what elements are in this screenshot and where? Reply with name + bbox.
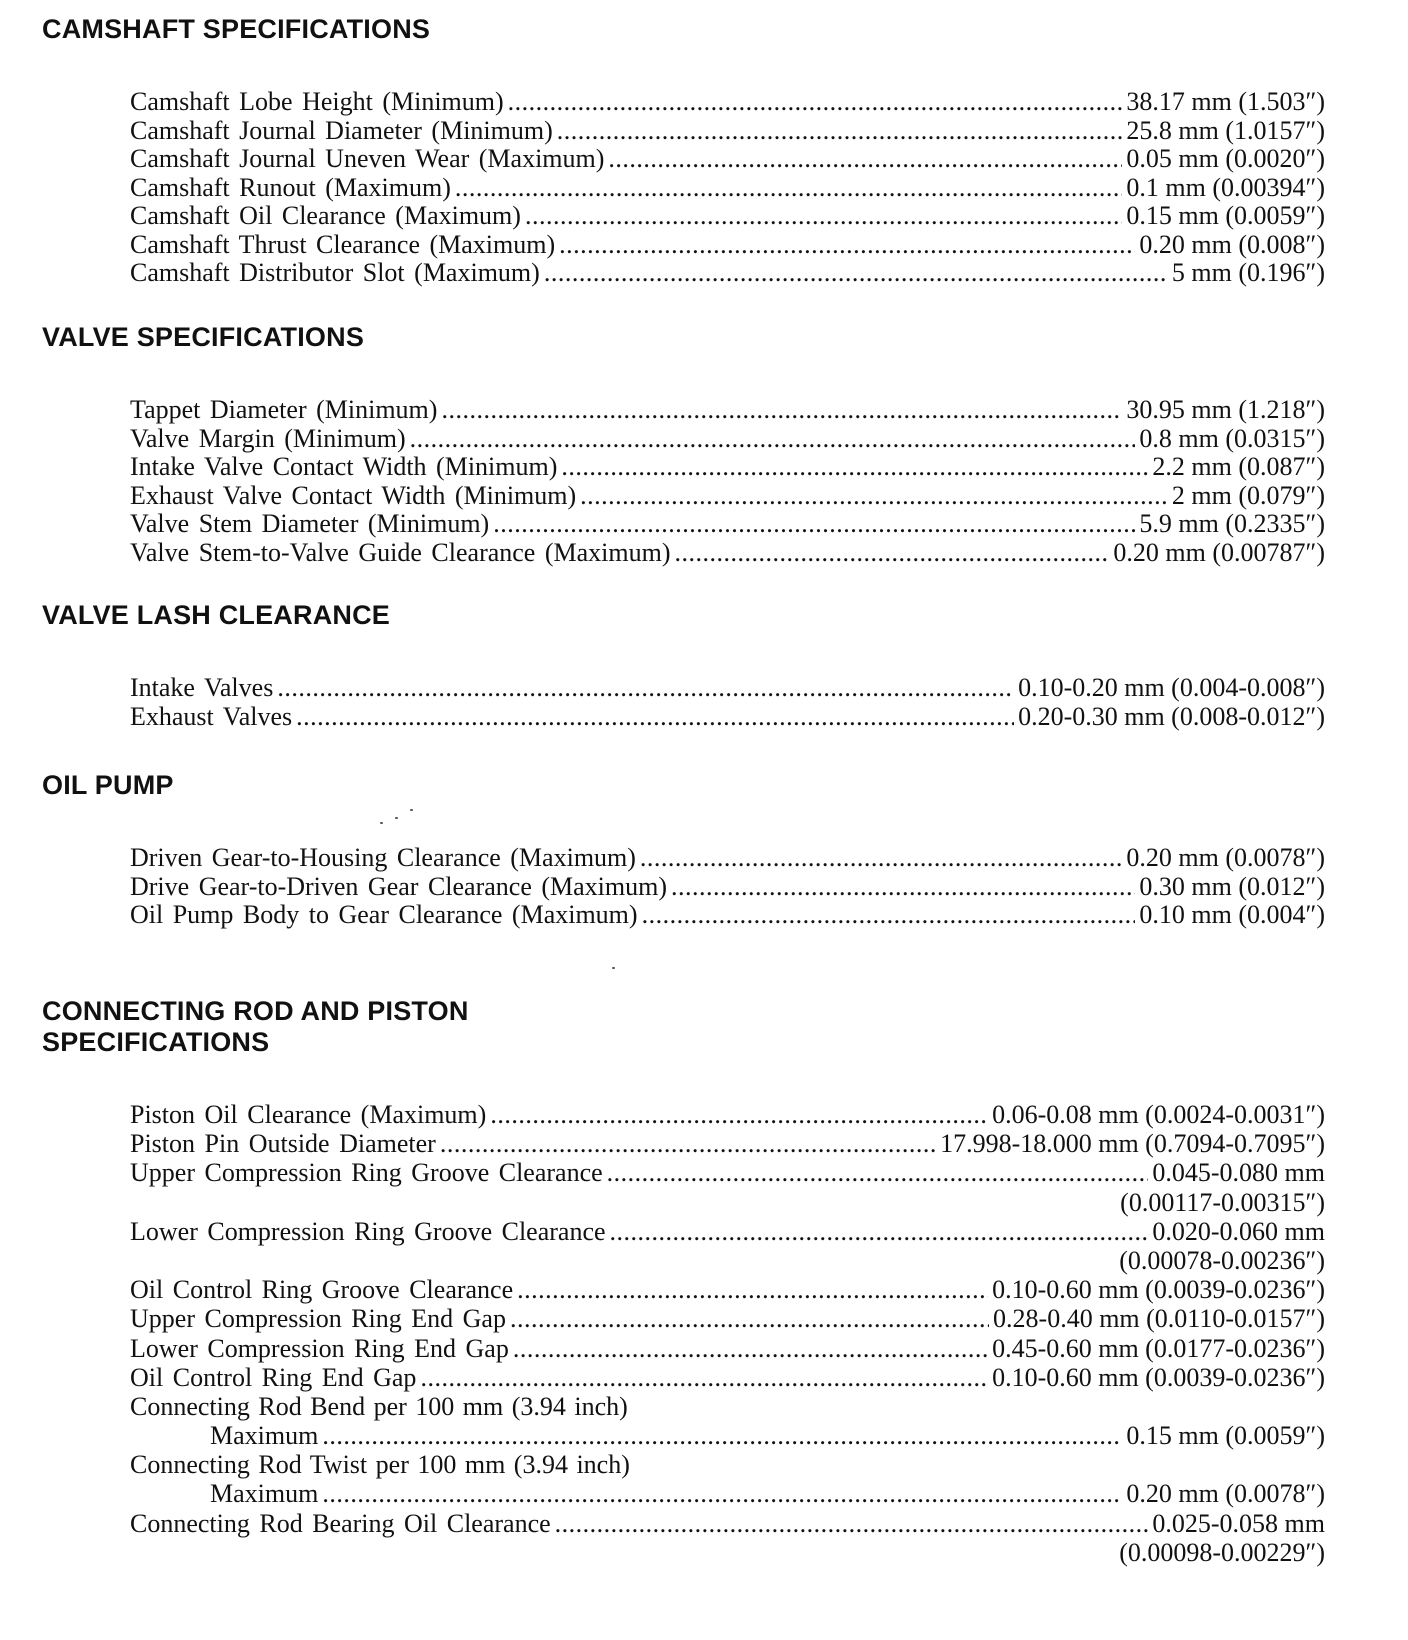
spec-label: Piston Pin Outside Diameter bbox=[130, 1129, 436, 1159]
connecting-rod-piston-heading bbox=[42, 996, 469, 1058]
camshaft-specifications-heading: CAMSHAFT SPECIFICATIONS bbox=[42, 14, 431, 44]
spec-value: 0.30 mm (0.012″) bbox=[1139, 872, 1325, 901]
spec-value: 38.17 mm (1.503″) bbox=[1126, 88, 1325, 116]
spec-row bbox=[130, 1129, 1325, 1158]
spec-row bbox=[130, 174, 1325, 203]
spec-row bbox=[130, 1304, 1325, 1333]
spec-row bbox=[130, 873, 1325, 902]
spec-value: 0.20 mm (0.00787″) bbox=[1113, 538, 1325, 567]
spec-label: Tappet Diameter (Minimum) bbox=[130, 396, 438, 424]
dot-leader bbox=[559, 231, 1135, 260]
spec-label: Valve Margin (Minimum) bbox=[130, 424, 406, 453]
spec-label: Oil Pump Body to Gear Clearance (Maximum) bbox=[130, 901, 638, 929]
spec-value: 2.2 mm (0.087″) bbox=[1152, 453, 1325, 481]
valve-lash-spec-list bbox=[130, 674, 1325, 731]
heading-line-2: SPECIFICATIONS bbox=[42, 1027, 270, 1057]
spec-row bbox=[130, 231, 1325, 260]
spec-row bbox=[130, 1275, 1325, 1304]
spec-label: Lower Compression Ring Groove Clearance bbox=[130, 1216, 606, 1246]
dot-leader bbox=[508, 88, 1123, 117]
spec-sublabel: Maximum bbox=[210, 1479, 319, 1509]
spec-row bbox=[130, 1158, 1325, 1187]
spec-row-continuation bbox=[130, 1538, 1325, 1567]
spec-value: 0.06-0.08 mm (0.0024-0.0031″) bbox=[992, 1100, 1325, 1129]
dot-leader bbox=[455, 174, 1123, 203]
oil-pump-spec-list bbox=[130, 844, 1325, 930]
spec-label: Intake Valve Contact Width (Minimum) bbox=[130, 453, 558, 481]
dot-leader bbox=[322, 1479, 1122, 1508]
dot-leader bbox=[441, 396, 1122, 425]
camshaft-spec-list bbox=[130, 88, 1325, 288]
spec-row bbox=[130, 453, 1325, 482]
spec-label: Drive Gear-to-Driven Gear Clearance (Maximum) bbox=[130, 872, 668, 901]
dot-leader bbox=[513, 1334, 988, 1363]
dot-leader bbox=[525, 202, 1122, 231]
spec-row bbox=[130, 1334, 1325, 1363]
spec-value: 0.8 mm (0.0315″) bbox=[1139, 424, 1325, 453]
dot-leader bbox=[544, 259, 1168, 288]
spec-value: 0.10-0.60 mm (0.0039-0.0236″) bbox=[992, 1275, 1325, 1305]
spec-value: 0.20-0.30 mm (0.008-0.012″) bbox=[1018, 702, 1325, 731]
dot-leader bbox=[322, 1421, 1122, 1450]
spec-value-continued: (0.00078-0.00236″) bbox=[1119, 1245, 1325, 1275]
dot-leader bbox=[675, 539, 1110, 568]
spec-value: 25.8 mm (1.0157″) bbox=[1126, 116, 1325, 145]
spec-row-continuation bbox=[130, 1246, 1325, 1275]
dot-leader bbox=[420, 1363, 988, 1392]
spec-value: 0.020-0.060 mm bbox=[1152, 1216, 1325, 1246]
spec-row bbox=[130, 202, 1325, 231]
spec-value: 2 mm (0.079″) bbox=[1171, 481, 1325, 510]
spec-value: 0.025-0.058 mm bbox=[1152, 1508, 1325, 1538]
spec-row bbox=[130, 510, 1325, 539]
spec-label: Intake Valves bbox=[130, 674, 274, 702]
spec-row bbox=[130, 901, 1325, 930]
spec-value: 0.45-0.60 mm (0.0177-0.0236″) bbox=[992, 1333, 1325, 1363]
spec-value: 0.15 mm (0.0059″) bbox=[1126, 1421, 1325, 1451]
dot-leader bbox=[490, 1100, 988, 1129]
spec-row bbox=[130, 1421, 1325, 1450]
spec-row-label-line bbox=[130, 1450, 1325, 1479]
spec-label: Camshaft Thrust Clearance (Maximum) bbox=[130, 230, 556, 259]
spec-row bbox=[130, 1509, 1325, 1538]
spec-label: Camshaft Distributor Slot (Maximum) bbox=[130, 259, 540, 287]
spec-label: Valve Stem-to-Valve Guide Clearance (Maximum) bbox=[130, 538, 671, 567]
spec-row bbox=[130, 145, 1325, 174]
spec-label: Camshaft Lobe Height (Minimum) bbox=[130, 88, 504, 116]
valve-spec-list bbox=[130, 396, 1325, 567]
scan-speck bbox=[395, 817, 398, 819]
spec-value: 0.1 mm (0.00394″) bbox=[1126, 173, 1325, 202]
spec-label: Piston Oil Clearance (Maximum) bbox=[130, 1100, 487, 1129]
scan-speck bbox=[612, 967, 615, 969]
spec-row bbox=[130, 539, 1325, 568]
spec-label: Camshaft Journal Uneven Wear (Maximum) bbox=[130, 145, 605, 173]
spec-row bbox=[130, 1479, 1325, 1508]
spec-value: 0.15 mm (0.0059″) bbox=[1126, 202, 1325, 230]
spec-label: Camshaft Runout (Maximum) bbox=[130, 173, 451, 202]
connecting-rod-spec-list bbox=[130, 1100, 1325, 1567]
dot-leader bbox=[510, 1304, 989, 1333]
spec-row bbox=[130, 1217, 1325, 1246]
spec-row bbox=[130, 1100, 1325, 1129]
dot-leader bbox=[642, 901, 1136, 930]
spec-value: 0.10-0.20 mm (0.004-0.008″) bbox=[1018, 674, 1325, 702]
spec-row bbox=[130, 259, 1325, 288]
spec-label: Exhaust Valves bbox=[130, 702, 293, 731]
dot-leader bbox=[493, 510, 1135, 539]
spec-label: Oil Control Ring Groove Clearance bbox=[130, 1275, 514, 1305]
dot-leader bbox=[640, 844, 1122, 873]
spec-value: 0.10 mm (0.004″) bbox=[1139, 901, 1325, 929]
valve-lash-clearance-heading: VALVE LASH CLEARANCE bbox=[42, 600, 391, 630]
spec-label: Camshaft Journal Diameter (Minimum) bbox=[130, 116, 553, 145]
spec-row bbox=[130, 482, 1325, 511]
spec-row bbox=[130, 396, 1325, 425]
dot-leader bbox=[440, 1129, 936, 1158]
spec-label: Driven Gear-to-Housing Clearance (Maximum) bbox=[130, 844, 636, 872]
spec-value: 0.28-0.40 mm (0.0110-0.0157″) bbox=[993, 1304, 1325, 1334]
spec-value: 0.045-0.080 mm bbox=[1152, 1158, 1325, 1188]
spec-label: Connecting Rod Twist per 100 mm (3.94 inch) bbox=[130, 1450, 630, 1480]
spec-row bbox=[130, 88, 1325, 117]
spec-row bbox=[130, 425, 1325, 454]
spec-label: Connecting Rod Bend per 100 mm (3.94 inch) bbox=[130, 1391, 628, 1421]
dot-leader bbox=[608, 145, 1122, 174]
dot-leader bbox=[517, 1275, 988, 1304]
spec-value: 30.95 mm (1.218″) bbox=[1126, 396, 1325, 424]
spec-value: 17.998-18.000 mm (0.7094-0.7095″) bbox=[940, 1129, 1325, 1159]
spec-label: Connecting Rod Bearing Oil Clearance bbox=[130, 1508, 551, 1538]
oil-pump-heading: OIL PUMP bbox=[42, 770, 174, 800]
dot-leader bbox=[561, 453, 1148, 482]
scan-speck bbox=[410, 809, 413, 811]
spec-label: Camshaft Oil Clearance (Maximum) bbox=[130, 202, 521, 230]
spec-row bbox=[130, 117, 1325, 146]
spec-label: Oil Control Ring End Gap bbox=[130, 1362, 417, 1392]
dot-leader bbox=[607, 1158, 1149, 1187]
dot-leader bbox=[580, 482, 1168, 511]
dot-leader bbox=[296, 703, 1014, 732]
spec-value: 0.20 mm (0.008″) bbox=[1139, 230, 1325, 259]
dot-leader bbox=[610, 1217, 1149, 1246]
spec-value: 0.10-0.60 mm (0.0039-0.0236″) bbox=[992, 1362, 1325, 1392]
spec-label: Upper Compression Ring Groove Clearance bbox=[130, 1158, 603, 1188]
spec-value-continued: (0.00098-0.00229″) bbox=[1119, 1537, 1325, 1567]
spec-row bbox=[130, 844, 1325, 873]
dot-leader bbox=[671, 873, 1135, 902]
spec-row bbox=[130, 703, 1325, 732]
scan-speck bbox=[380, 822, 383, 824]
spec-sublabel: Maximum bbox=[210, 1421, 319, 1451]
spec-label: Lower Compression Ring End Gap bbox=[130, 1333, 509, 1363]
spec-row-label-line bbox=[130, 1392, 1325, 1421]
dot-leader bbox=[557, 117, 1123, 146]
dot-leader bbox=[555, 1509, 1149, 1538]
spec-value: 0.20 mm (0.0078″) bbox=[1126, 844, 1325, 872]
spec-value: 5.9 mm (0.2335″) bbox=[1139, 510, 1325, 538]
spec-value: 0.20 mm (0.0078″) bbox=[1126, 1479, 1325, 1509]
spec-label: Valve Stem Diameter (Minimum) bbox=[130, 510, 490, 538]
spec-label: Exhaust Valve Contact Width (Minimum) bbox=[130, 481, 577, 510]
spec-row bbox=[130, 1363, 1325, 1392]
spec-value: 5 mm (0.196″) bbox=[1171, 259, 1325, 287]
valve-specifications-heading: VALVE SPECIFICATIONS bbox=[42, 322, 365, 352]
spec-row bbox=[130, 674, 1325, 703]
heading-line-1: CONNECTING ROD AND PISTON bbox=[42, 996, 469, 1026]
dot-leader bbox=[277, 674, 1014, 703]
dot-leader bbox=[410, 425, 1136, 454]
spec-value-continued: (0.00117-0.00315″) bbox=[1120, 1187, 1325, 1217]
spec-value: 0.05 mm (0.0020″) bbox=[1126, 145, 1325, 173]
spec-label: Upper Compression Ring End Gap bbox=[130, 1304, 506, 1334]
spec-row-continuation bbox=[130, 1188, 1325, 1217]
